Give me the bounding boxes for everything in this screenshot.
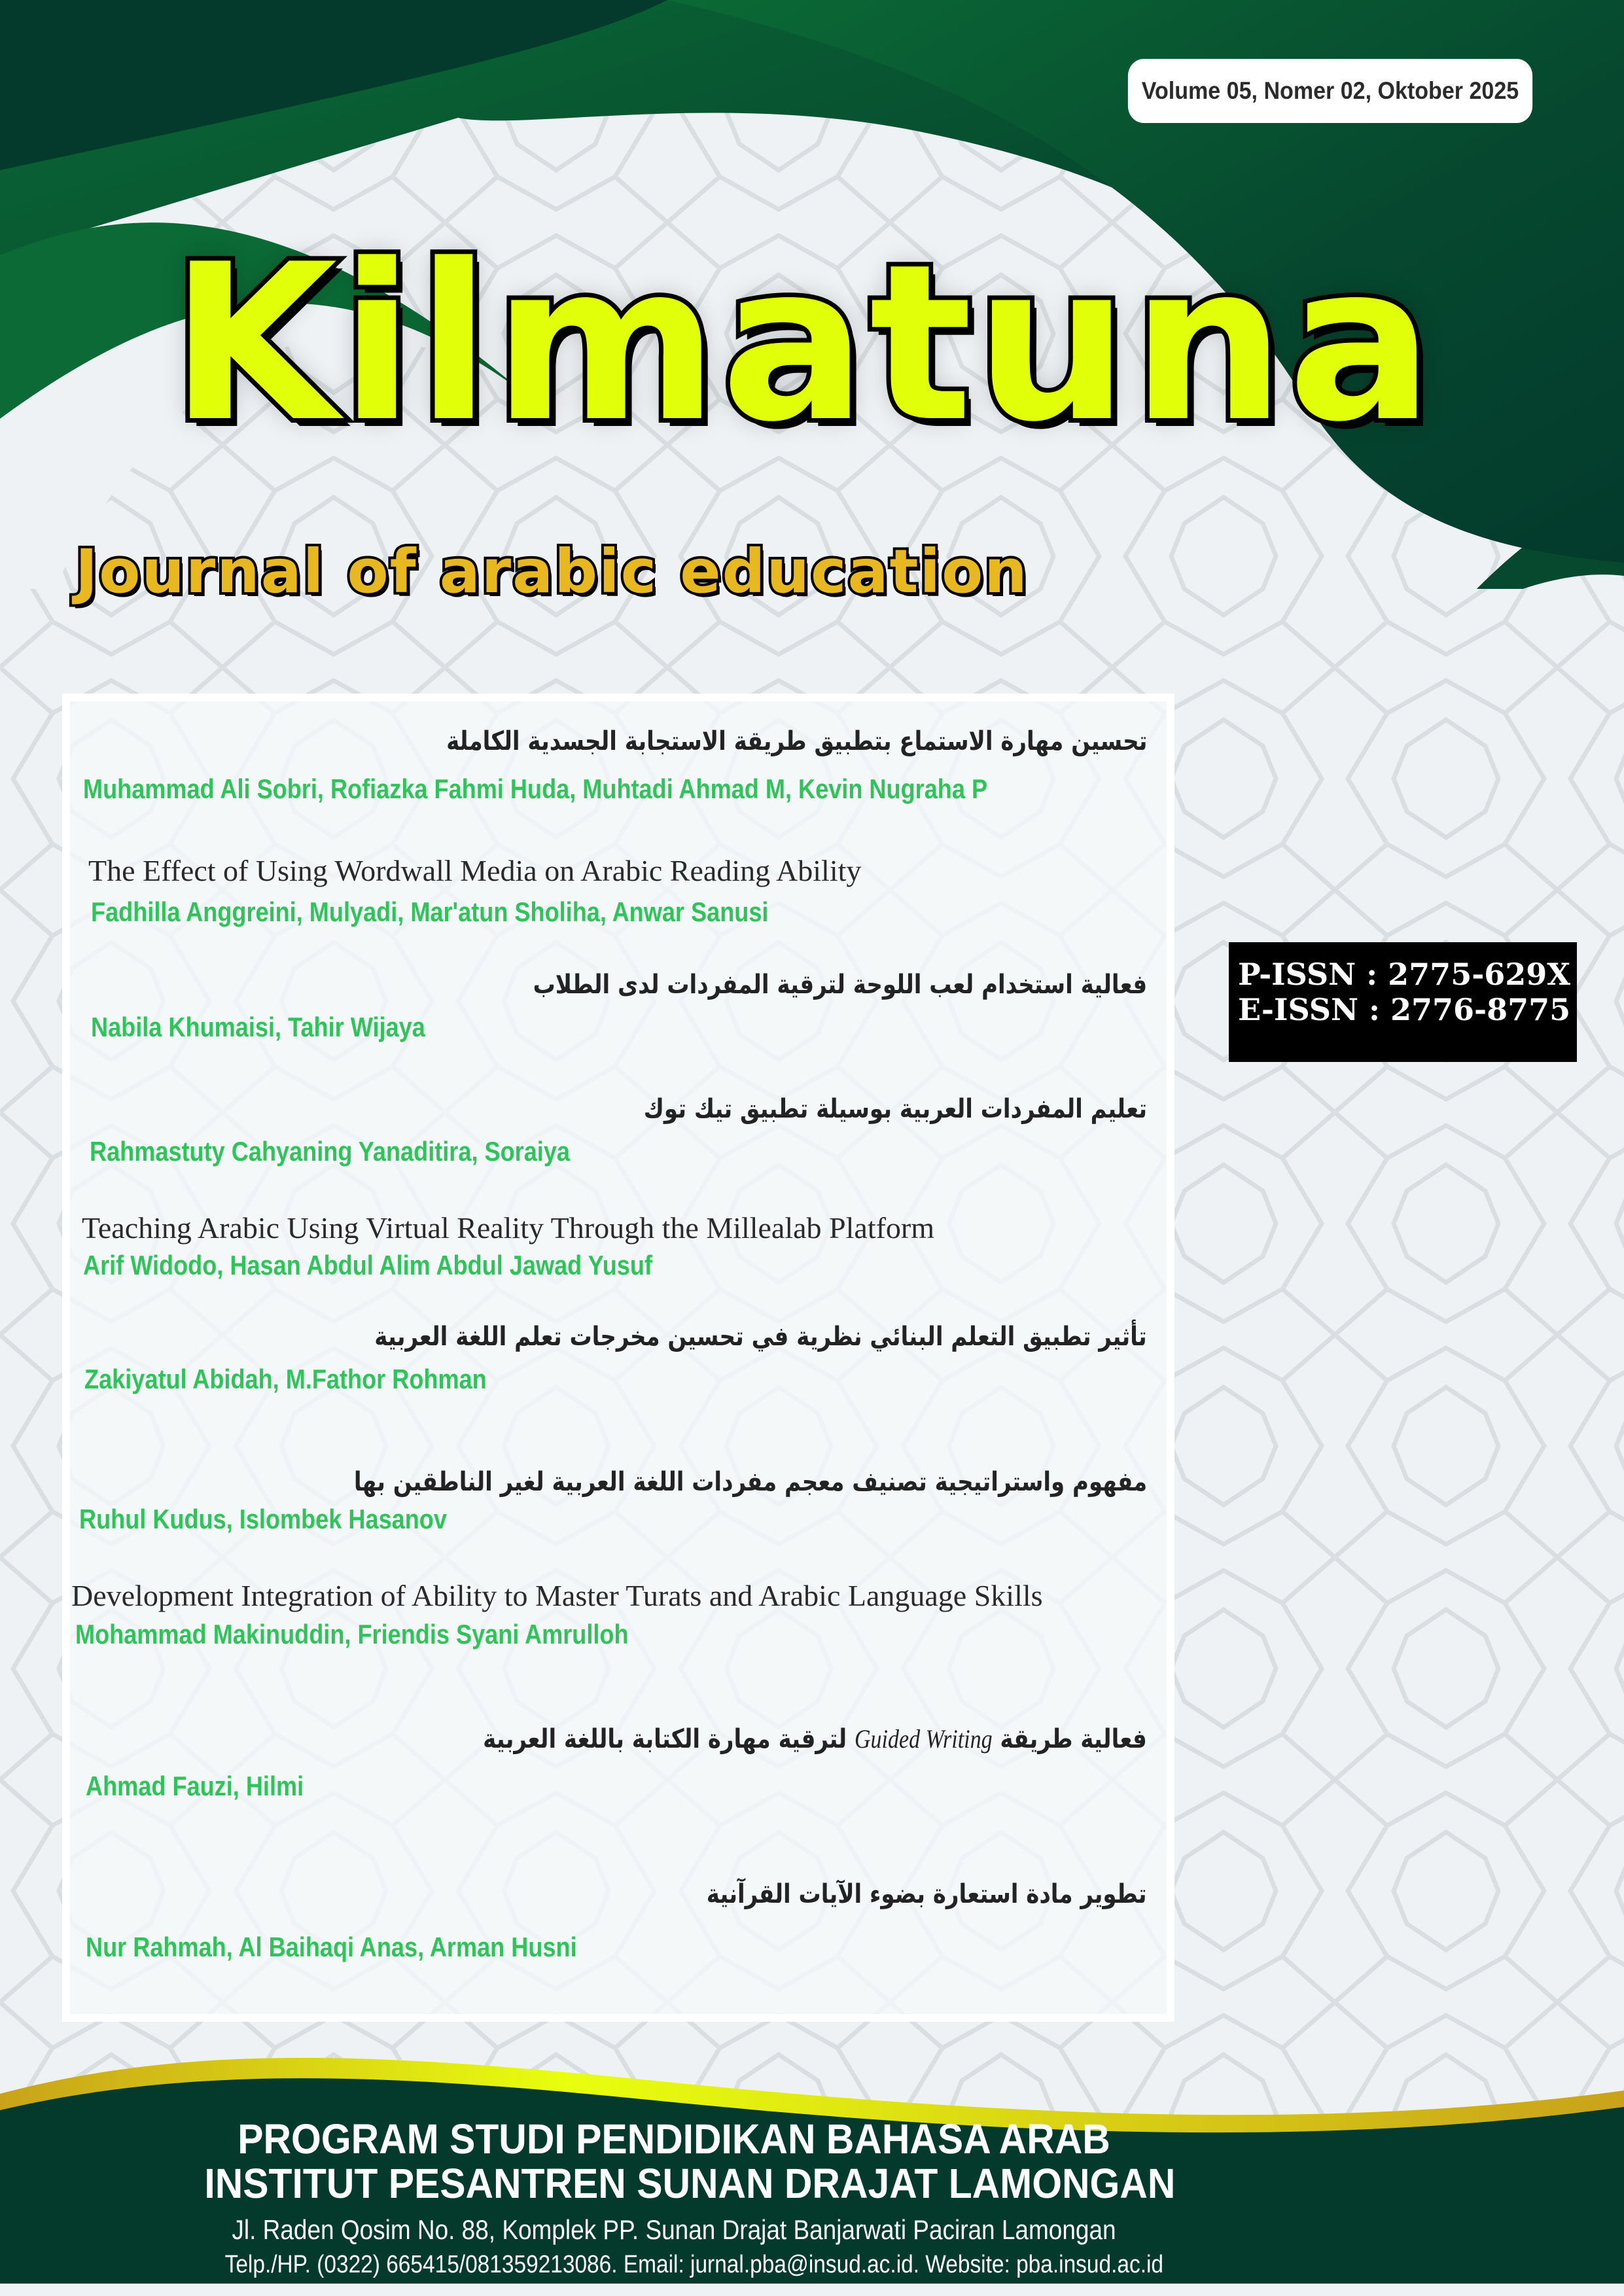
- footer-institution-name: INSTITUT PESANTREN SUNAN DRAJAT LAMONGAN: [204, 2160, 1176, 2207]
- print-issn: P-ISSN : 2775-629X: [1238, 957, 1570, 992]
- footer-contact: Telp./HP. (0322) 665415/081359213086. Email: jurnal.pba@insud.ac.id. Website: pba.insud.ac.id: [224, 2251, 1164, 2278]
- article-title[interactable]: [483, 1723, 1147, 1754]
- article-title[interactable]: Teaching Arabic Using Virtual Reality Through the Millealab Platform: [82, 1211, 935, 1245]
- electronic-issn: E-ISSN : 2776-8775: [1238, 992, 1571, 1027]
- article-title[interactable]: The Effect of Using Wordwall Media on Arabic Reading Ability: [88, 854, 862, 887]
- article-authors: Fadhilla Anggreini, Mulyadi, Mar'atun Sholiha, Anwar Sanusi: [91, 896, 769, 927]
- footer-address: Jl. Raden Qosim No. 88, Komplek PP. Sunan Drajat Banjarwati Paciran Lamongan: [232, 2214, 1116, 2245]
- article-title[interactable]: تأثير تطبيق التعلم البنائي نظرية في تحسين مخرجات تعلم اللغة العربية: [374, 1322, 1147, 1352]
- article-authors: Ruhul Kudus, Islombek Hasanov: [79, 1504, 447, 1534]
- article-authors: Arif Widodo, Hasan Abdul Alim Abdul Jawad Yusuf: [83, 1250, 652, 1280]
- title-arabic-prefix: فعالية طريقة: [1000, 1724, 1147, 1754]
- journal-subtitle: Journal of arabic education: [75, 537, 1029, 607]
- article-authors: Mohammad Makinuddin, Friendis Syani Amrulloh: [75, 1619, 629, 1650]
- article-title[interactable]: مفهوم واستراتيجية تصنيف معجم مفردات اللغة العربية لغير الناطقين بها: [353, 1467, 1147, 1497]
- article-title[interactable]: تعليم المفردات العربية بوسيلة تطبيق تيك توك: [643, 1094, 1147, 1124]
- title-arabic-suffix: لترقية مهارة الكتابة باللغة العربية: [483, 1724, 847, 1754]
- volume-issue-badge: Volume 05, Nomer 02, Oktober 2025: [1128, 59, 1532, 123]
- footer-program-name: PROGRAM STUDI PENDIDIKAN BAHASA ARAB: [238, 2115, 1110, 2163]
- title-latin-term: Guided Writing: [855, 1724, 993, 1754]
- article-authors: Muhammad Ali Sobri, Rofiazka Fahmi Huda, Muhtadi Ahmad M, Kevin Nugraha P: [83, 773, 988, 804]
- article-authors: Rahmastuty Cahyaning Yanaditira, Soraiya: [90, 1136, 571, 1167]
- article-authors: Nur Rahmah, Al Baihaqi Anas, Arman Husni: [86, 1932, 577, 1962]
- journal-title: Kilmatuna: [170, 218, 1436, 469]
- article-authors: Ahmad Fauzi, Hilmi: [86, 1771, 304, 1801]
- table-of-contents: [62, 694, 1174, 2022]
- article-title[interactable]: Development Integration of Ability to Master Turats and Arabic Language Skills: [71, 1579, 1043, 1612]
- article-title[interactable]: تحسين مهارة الاستماع بتطبيق طريقة الاستجابة الجسدية الكاملة: [446, 726, 1147, 756]
- article-title[interactable]: فعالية استخدام لعب اللوحة لترقية المفردات لدى الطلاب: [533, 970, 1147, 1000]
- article-title[interactable]: تطوير مادة استعارة بضوء الآيات القرآنية: [707, 1879, 1147, 1909]
- journal-logo: [170, 218, 1436, 537]
- article-authors: Nabila Khumaisi, Tahir Wijaya: [91, 1012, 425, 1042]
- issn-block: [1229, 942, 1577, 1062]
- article-authors: Zakiyatul Abidah, M.Fathor Rohman: [84, 1364, 487, 1394]
